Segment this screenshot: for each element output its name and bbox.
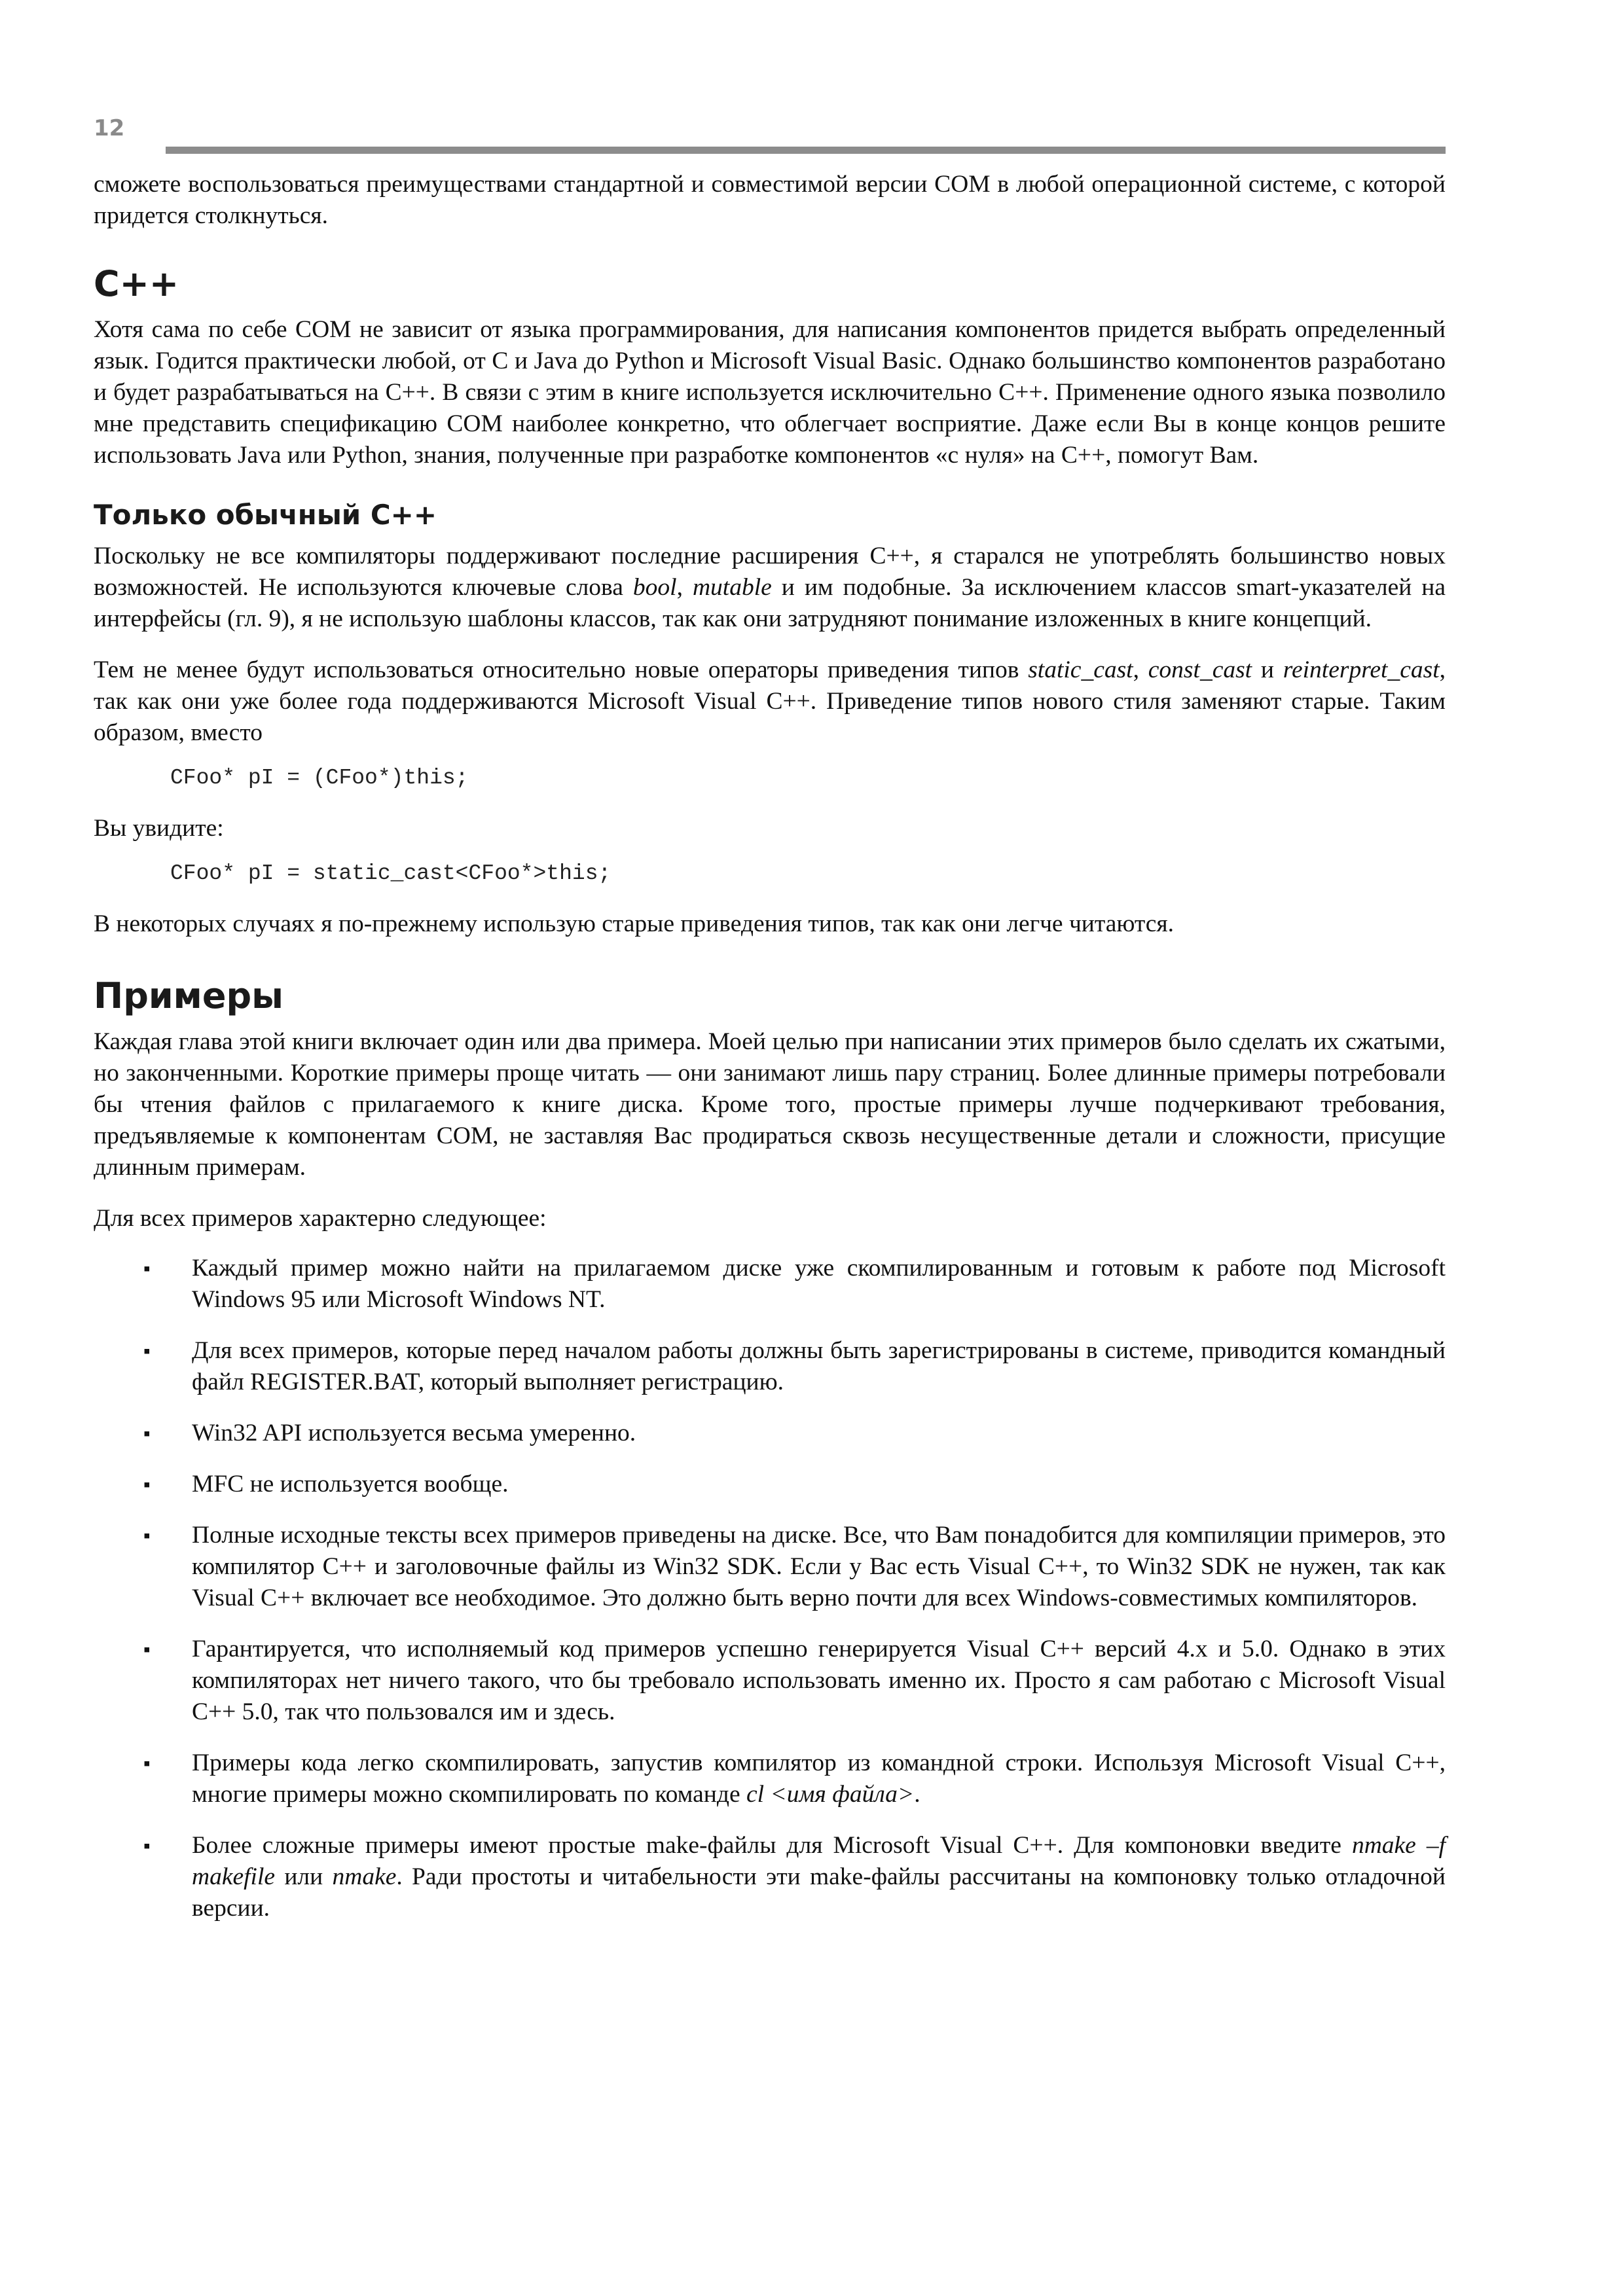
keyword-bool: bool xyxy=(632,574,677,601)
list-item-text: Каждый пример можно найти на прилагаемом диске уже скомпилированным и готовым к работе под Microsoft Windows 95 или Microsoft Windows NT. xyxy=(192,1255,1446,1313)
text-run: . Ради простоты и читабельности эти make-файлы рассчитаны на компоновку только отладочной версии. xyxy=(192,1863,1446,1922)
list-item xyxy=(94,1748,1446,1810)
text-run: Более сложные примеры имеют простые make-файлы для Microsoft Visual C++. Для компоновки введите xyxy=(192,1832,1352,1859)
bullet-square-icon: ▪ xyxy=(143,1258,151,1280)
examples-paragraph-2: Для всех примеров характерно следующее: xyxy=(94,1205,547,1232)
examples-bullet-list xyxy=(94,1253,1446,1924)
text-run: , так как они уже более года поддерживаются Microsoft Visual C++. Приведение типов нового стиля заменяют старые. Таким образом, вместо xyxy=(94,656,1446,746)
keyword-static-cast: static_cast xyxy=(1028,656,1133,683)
bullet-square-icon: ▪ xyxy=(143,1525,151,1547)
list-item xyxy=(94,1634,1446,1728)
bullet-square-icon: ▪ xyxy=(143,1753,151,1774)
list-item xyxy=(94,1469,1446,1500)
keyword-mutable: mutable xyxy=(692,574,772,601)
header-rule xyxy=(166,147,1446,154)
text-run: . xyxy=(914,1781,921,1808)
text-run: и им подобные. За исключением классов smart-указателей на интерфейсы (гл. 9), я не использую шаблоны классов, так как они затрудняют понимание изложенных в книге концепций. xyxy=(94,574,1446,632)
list-item-text: MFC не используется вообще. xyxy=(192,1471,509,1498)
bullet-square-icon: ▪ xyxy=(143,1423,151,1444)
text-run: и xyxy=(1252,656,1283,683)
text-run: , xyxy=(1133,656,1148,683)
page-content xyxy=(94,169,1446,1944)
list-item xyxy=(94,1253,1446,1316)
keyword-const-cast: const_cast xyxy=(1148,656,1252,683)
heading-plain-cpp: Только обычный C++ xyxy=(94,499,437,531)
page-number: 12 xyxy=(94,115,125,141)
plain-cpp-paragraph-3: Вы увидите: xyxy=(94,815,224,842)
keyword-reinterpret-cast: reinterpret_cast xyxy=(1283,656,1440,683)
list-item-text: Для всех примеров, которые перед началом работы должны быть зарегистрированы в системе, приводится командный файл REGISTER.BAT, который выполняет регистрацию. xyxy=(192,1337,1446,1395)
command-nmake: nmake xyxy=(332,1863,397,1890)
text-run: Тем не менее будут использоваться относительно новые операторы приведения типов xyxy=(94,656,1029,683)
bullet-square-icon: ▪ xyxy=(143,1639,151,1660)
list-item xyxy=(94,1335,1446,1398)
list-item xyxy=(94,1418,1446,1449)
continuation-paragraph: сможете воспользоваться преимуществами стандартной и совместимой версии COM в любой операционной системе, с которой придется столкнуться. xyxy=(94,171,1446,229)
bullet-square-icon: ▪ xyxy=(143,1835,151,1857)
text-run: Примеры кода легко скомпилировать, запустив компилятор из командной строки. Используя Microsoft Visual C++, многие примеры можно скомпилировать по команде xyxy=(192,1749,1446,1808)
plain-cpp-paragraph-2 xyxy=(94,655,1446,749)
list-item-text xyxy=(192,1748,1446,1810)
list-item-text: Win32 API используется весьма умеренно. xyxy=(192,1420,636,1446)
bullet-square-icon: ▪ xyxy=(143,1340,151,1362)
list-item-text xyxy=(192,1830,1446,1924)
text-run: или xyxy=(275,1863,333,1890)
list-item-text: Полные исходные тексты всех примеров приведены на диске. Все, что Вам понадобится для компиляции примеров, это компилятор C++ и заголовочные файлы из Win32 SDK. Если у Вас есть Visual C++, то Win32 SDK не нужен, так как Visual C++ включает все необходимое. Это должно быть верно почти для всех Windows-совместимых компиляторов. xyxy=(192,1522,1446,1611)
command-nmake-makefile: nmake –f makefile xyxy=(192,1832,1446,1890)
text-run: , xyxy=(676,574,693,601)
list-item xyxy=(94,1520,1446,1614)
plain-cpp-paragraph-1 xyxy=(94,541,1446,635)
text-run: Поскольку не все компиляторы поддерживают последние расширения C++, я старался не употреблять большинство новых возможностей. Не используются ключевые слова xyxy=(94,543,1446,601)
command-cl: cl <имя файла> xyxy=(746,1781,915,1808)
heading-examples: Примеры xyxy=(94,975,283,1016)
plain-cpp-paragraph-4: В некоторых случаях я по-прежнему использую старые приведения типов, так как они легче читаются. xyxy=(94,910,1174,937)
list-item-text: Гарантируется, что исполняемый код примеров успешно генерируется Visual C++ версий 4.x и 5.0. Однако в этих компиляторах нет ничего такого, что бы требовало использовать именно их. Просто я сам работаю с Microsoft Visual C++ 5.0, так что пользовался им и здесь. xyxy=(192,1636,1446,1725)
code-sample-static-cast: CFoo* pI = static_cast<CFoo*>this; xyxy=(170,861,611,886)
list-item xyxy=(94,1830,1446,1924)
bullet-square-icon: ▪ xyxy=(143,1474,151,1496)
examples-paragraph-1: Каждая глава этой книги включает один или два примера. Моей целью при написании этих примеров было сделать их сжатыми, но законченными. Короткие примеры проще читать — они занимают лишь пару страниц. Более длинные примеры потребовали бы чтения файлов с прилагаемого к книге диска. Кроме того, простые примеры лучше подчеркивают требования, предъявляемые к компонентам COM, не заставляя Вас продираться сквозь несущественные детали и сложности, присущие длинным примерам. xyxy=(94,1028,1446,1181)
code-sample-old-cast: CFoo* pI = (CFoo*)this; xyxy=(170,766,469,790)
cpp-paragraph: Хотя сама по себе COM не зависит от языка программирования, для написания компонентов придется выбрать определенный язык. Годится практически любой, от C и Java до Python и Microsoft Visual Basic. Однако большинство компонентов разработано и будет разрабатываться на C++. В связи с этим в книге используется исключительно C++. Применение одного языка позволило мне представить спецификацию COM наиболее конкретно, что облегчает восприятие. Даже если Вы в конце концов решите использовать Java или Python, знания, полученные при разработке компонентов «с нуля» на C++, помогут Вам. xyxy=(94,316,1446,469)
heading-cpp: C++ xyxy=(94,263,179,304)
